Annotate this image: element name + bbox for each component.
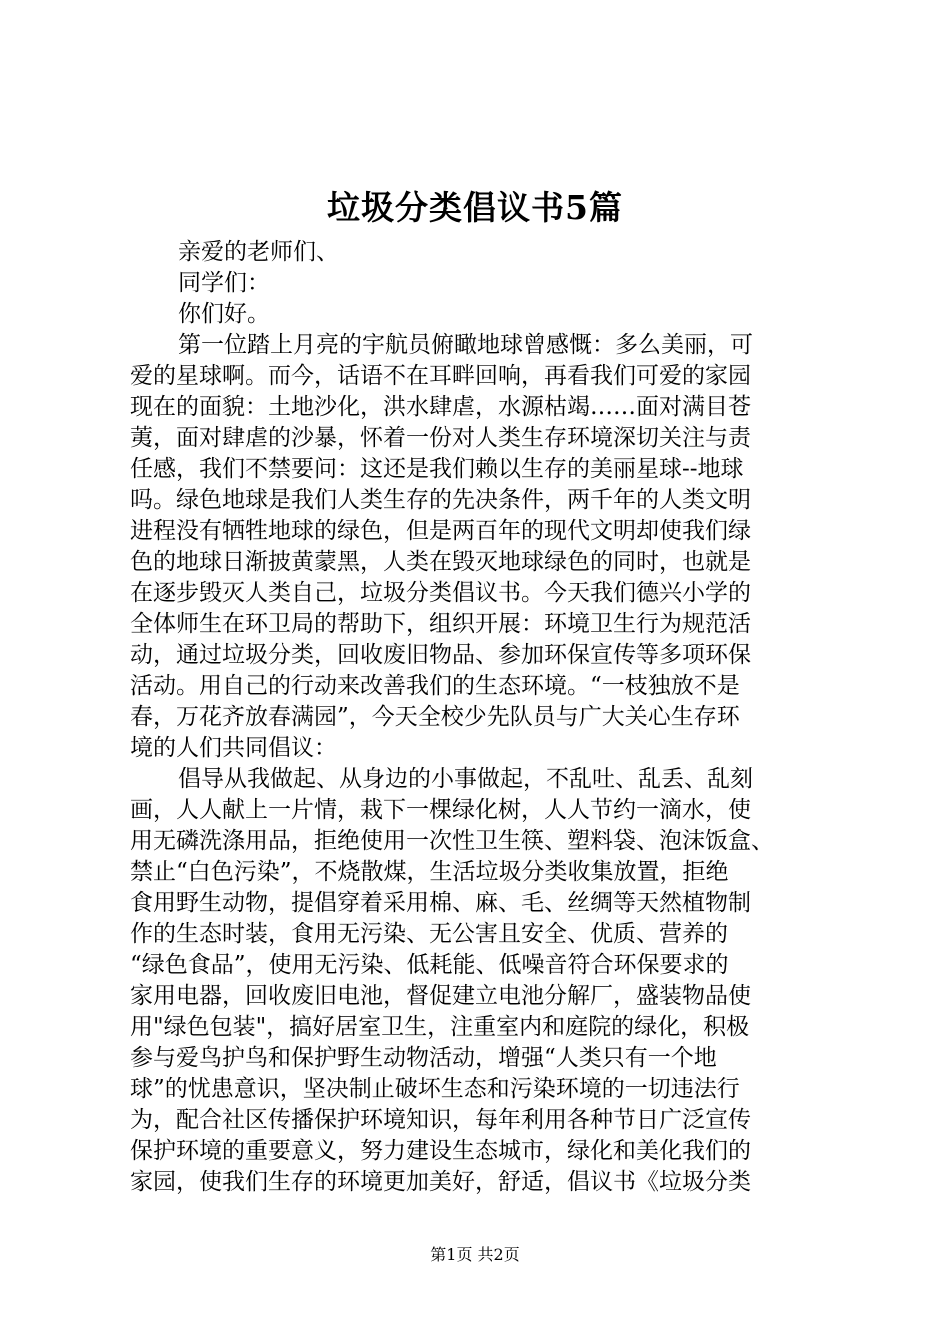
paragraph-line: 家用电器，回收废旧电池，督促建立电池分解厂，盛装物品使 [130, 983, 751, 1009]
paragraph-line: 作的生态时装，食用无污染、无公害且安全、优质、营养的 [130, 921, 728, 947]
paragraph-line: 倡导从我做起、从身边的小事做起，不乱吐、乱丢、乱刻 [178, 766, 753, 792]
paragraph-line: 吗。绿色地球是我们人类生存的先决条件，两千年的人类文明 [130, 487, 751, 513]
paragraph-line: 进程没有牺牲地球的绿色，但是两百年的现代文明却使我们绿 [130, 518, 751, 544]
paragraph-line: 活动。用自己的行动来改善我们的生态环境。“一枝独放不是 [130, 673, 740, 699]
paragraph-line: 动，通过垃圾分类，回收废旧物品、参加环保宣传等多项环保 [130, 642, 751, 668]
paragraph-line: 画，人人献上一片情，栽下一棵绿化树，人人节约一滴水，使 [130, 797, 751, 823]
greeting-line: 亲爱的老师们、 [178, 239, 339, 265]
paragraph-line: 禁止“白色污染”，不烧散煤，生活垃圾分类收集放置，拒绝 [130, 859, 729, 885]
paragraph-line: 境的人们共同倡议： [130, 735, 337, 761]
greeting-line: 你们好。 [178, 301, 270, 327]
paragraph-line: 色的地球日渐披黄蒙黑，人类在毁灭地球绿色的同时，也就是 [130, 549, 751, 575]
paragraph-line: 爱的星球啊。而今，话语不在耳畔回响，再看我们可爱的家园 [130, 363, 751, 389]
paragraph-line: 第一位踏上月亮的宇航员俯瞰地球曾感慨：多么美丽，可 [178, 332, 753, 358]
document-body [130, 237, 826, 1198]
paragraph-line: 球”的忧患意识，坚决制止破坏生态和污染环境的一切违法行 [130, 1076, 740, 1102]
document-title: 垃圾分类倡议书5篇 [327, 188, 623, 227]
paragraph-line: 春，万花齐放春满园”，今天全校少先队员与广大关心生存环 [130, 704, 740, 730]
paragraph-line: 荑，面对肆虐的沙暴，怀着一份对人类生存环境深切关注与责 [130, 425, 751, 451]
paragraph-line: 用"绿色包装"，搞好居室卫生，注重室内和庭院的绿化，积极 [130, 1014, 750, 1040]
paragraph-line: 为，配合社区传播保护环境知识，每年利用各种节日广泛宣传 [130, 1107, 751, 1133]
page-number-footer: 第1页 共2页 [430, 1245, 520, 1264]
paragraph-line: 食用野生动物，提倡穿着采用棉、麻、毛、丝绸等天然植物制 [130, 890, 751, 916]
greeting-line: 同学们： [178, 270, 270, 296]
paragraph-line: 参与爱鸟护鸟和保护野生动物活动，增强“人类只有一个地 [130, 1045, 717, 1071]
paragraph-line: 家园，使我们生存的环境更加美好，舒适，倡议书《垃圾分类 [130, 1169, 751, 1195]
paragraph-line: 保护环境的重要意义，努力建设生态城市，绿化和美化我们的 [130, 1138, 751, 1164]
paragraph-line: 现在的面貌：土地沙化，洪水肆虐，水源枯竭……面对满目苍 [130, 394, 751, 420]
paragraph-line: 用无磷洗涤用品，拒绝使用一次性卫生筷、塑料袋、泡沫饭盒、 [130, 828, 774, 854]
paragraph-line: 全体师生在环卫局的帮助下，组织开展：环境卫生行为规范活 [130, 611, 751, 637]
paragraph-line: 任感，我们不禁要问：这还是我们赖以生存的美丽星球--地球 [130, 456, 744, 482]
paragraph-line: 在逐步毁灭人类自己，垃圾分类倡议书。今天我们德兴小学的 [130, 580, 751, 606]
paragraph-line: “绿色食品”，使用无污染、低耗能、低噪音符合环保要求的 [130, 952, 729, 978]
